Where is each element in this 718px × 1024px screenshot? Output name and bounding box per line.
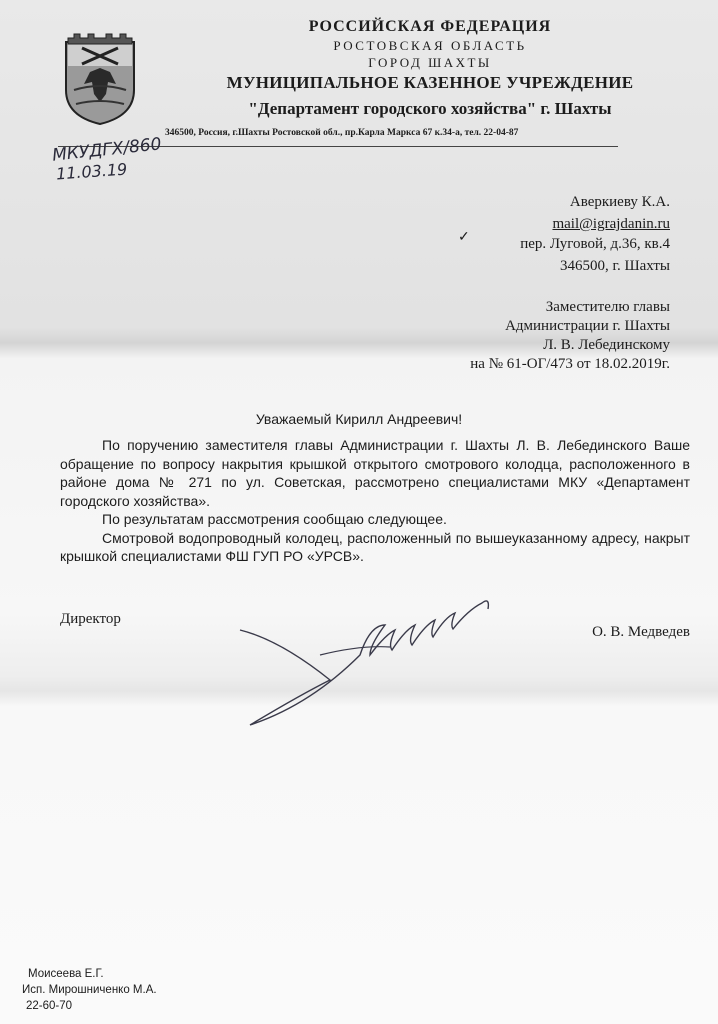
letter-body [60,436,690,566]
recipient-street: пер. Луговой, д.36, кв.4 [520,236,670,252]
footer-executor: Исп. Мирошниченко М.А. [22,984,157,996]
registration-number: МКУДГХ/860 [51,134,163,166]
copy-to-line1: Заместителю главы [545,299,670,315]
recipient-email-link[interactable]: mail@igrajdanin.ru [552,216,670,232]
footer-line1: Моисеева Е.Г. [28,968,104,980]
check-mark-icon: ✓ [458,230,470,245]
paragraph: Смотровой водопроводный колодец, расположенный по вышеуказанному адресу, накрыт крышкой специалистами ФШ ГУП РО «УРСВ». [60,529,690,564]
registration-date: 11.03.19 [55,159,128,184]
salutation: Уважаемый Кирилл Андреевич! [255,411,463,427]
header-region: РОСТОВСКАЯ ОБЛАСТЬ [333,38,527,53]
recipient-city: 346500, г. Шахты [559,258,670,274]
header-city: ГОРОД ШАХТЫ [368,55,492,70]
city-coat-of-arms-icon [62,30,138,126]
signer-name: О. В. Медведев [592,624,690,640]
recipient-name: Аверкиеву К.А. [569,194,670,210]
paragraph: По результатам рассмотрения сообщаю следующее. [102,511,447,527]
header-org-name: "Департамент городского хозяйства" г. Шахты [248,99,612,118]
copy-to-line2: Администрации г. Шахты [505,318,670,334]
header-org-type: МУНИЦИПАЛЬНОЕ КАЗЕННОЕ УЧРЕЖДЕНИЕ [226,73,634,92]
header-country: РОССИЙСКАЯ ФЕДЕРАЦИЯ [308,18,552,35]
header-address: 346500, Россия, г.Шахты Ростовской обл., пр.Карла Маркса 67 к.34-а, тел. 22-04-87 [165,128,519,138]
footer-phone: 22-60-70 [26,1000,73,1012]
reference-number: на № 61-ОГ/473 от 18.02.2019г. [470,356,670,372]
paragraph: По поручению заместителя главы Администрации г. Шахты Л. В. Лебединского Ваше обращение по вопросу накрытия крышкой открытого смотрового колодца, расположенного в районе дома № 271 по ул. Советская, рассмотрено специалистами МКУ «Департамент городского хозяйства». [60,437,690,509]
handwritten-signature [220,585,510,735]
signer-title: Директор [60,611,121,627]
copy-to-line3: Л. В. Лебединскому [543,337,670,353]
